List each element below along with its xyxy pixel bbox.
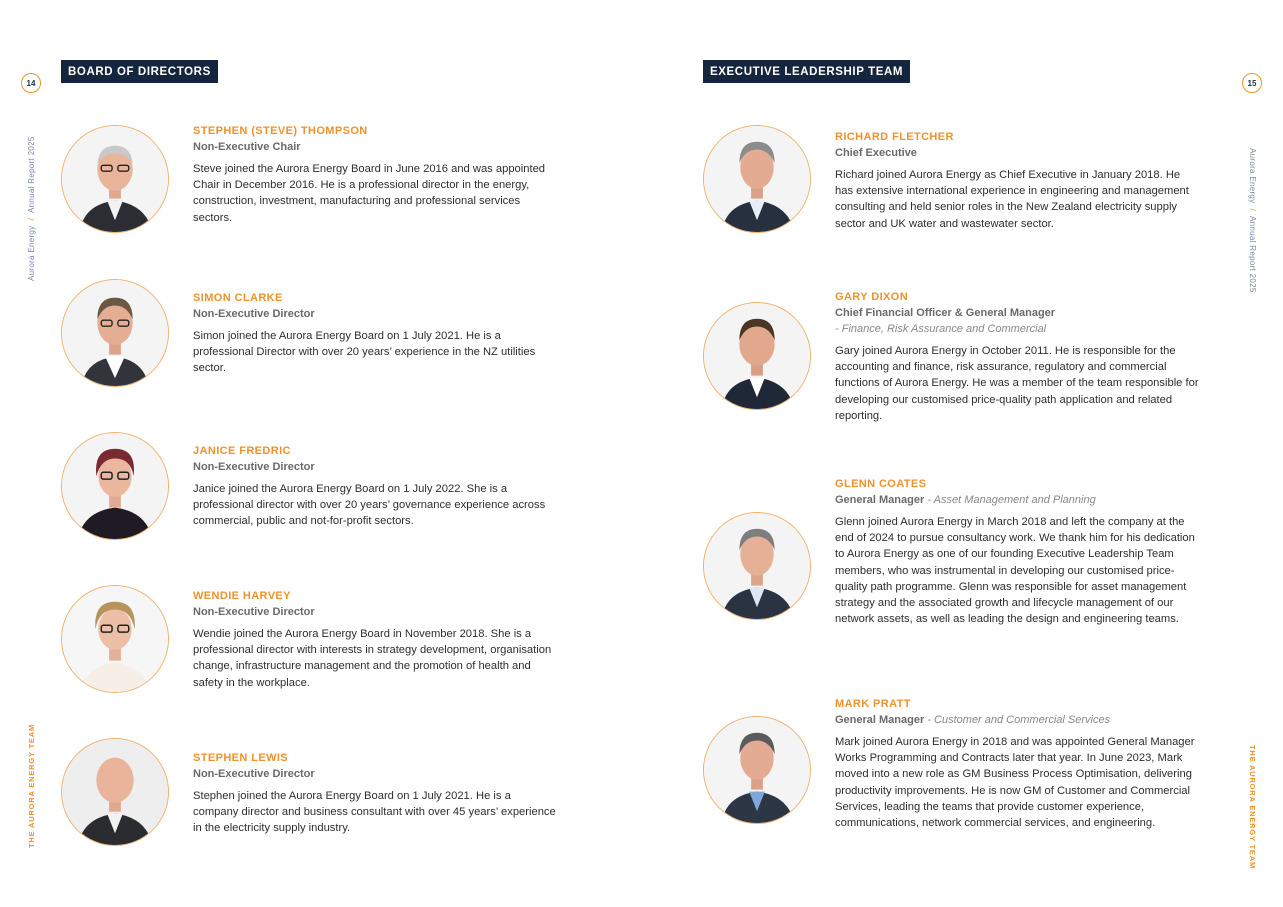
person-portrait-icon <box>62 433 168 539</box>
portrait-photo <box>703 125 811 233</box>
portrait-photo <box>61 738 169 846</box>
page-number: 14 <box>21 73 41 93</box>
person-role: Non-Executive Chair <box>193 141 301 153</box>
person-description: Janice joined the Aurora Energy Board on 1 July 2022. She is a professional director with over 20 years’ governance experience across commercial, public and not-for-profit sectors. <box>193 483 546 528</box>
side-label-brand: Aurora Energy <box>27 225 36 281</box>
section-title-executive: EXECUTIVE LEADERSHIP TEAM <box>703 60 910 83</box>
person-description: Glenn joined Aurora Energy in March 2018 and left the company at the end of 2024 to pursue consultancy work. We thank him for his dedication to Aurora Energy as one of our founding Executive Leadership Team members, who was instrumental in developing our customised price-quality path programme. Glenn was responsible for asset management strategy and the associated growth and lifecycle management of our network assets, as well as leading the design and engineering teams. <box>835 516 1195 626</box>
person-bio <box>193 290 558 377</box>
side-label-team: THE AURORA ENERGY TEAM <box>27 724 36 848</box>
person-bio <box>193 123 558 226</box>
side-label-separator: / <box>27 217 36 221</box>
person-bio <box>193 443 558 530</box>
person-description: Richard joined Aurora Energy as Chief Executive in January 2018. He has extensive international experience in engineering and management consulting and held senior roles in the New Zealand electricity supply sector and UK water and wastewater sector. <box>835 169 1189 230</box>
side-label-report-year: Annual Report 2025 <box>1248 216 1257 293</box>
person-bio <box>835 696 1200 831</box>
section-title-board: BOARD OF DIRECTORS <box>61 60 218 83</box>
person-role: Non-Executive Director <box>193 461 315 473</box>
person-role <box>835 492 1200 508</box>
side-label-report <box>27 136 36 281</box>
side-label-report <box>1248 148 1257 293</box>
person-bio <box>193 588 558 691</box>
person-bio <box>193 750 558 837</box>
person-role: Non-Executive Director <box>193 308 315 320</box>
person-name: RICHARD FLETCHER <box>835 131 954 143</box>
person-portrait-icon <box>704 303 810 409</box>
person-portrait-icon <box>62 280 168 386</box>
person-portrait-icon <box>704 126 810 232</box>
person-role-title: Chief Executive <box>835 147 917 159</box>
side-label-separator: / <box>1248 208 1257 212</box>
person-bio <box>835 129 1200 232</box>
person-role-title: Chief Financial Officer & General Manager <box>835 307 1056 319</box>
person-bio <box>835 476 1200 627</box>
person-name: MARK PRATT <box>835 698 911 710</box>
person-name: JANICE FREDRIC <box>193 445 291 457</box>
person-portrait-icon <box>62 126 168 232</box>
portrait-photo <box>703 302 811 410</box>
person-description: Wendie joined the Aurora Energy Board in November 2018. She is a professional director with interests in strategy development, organisation change, infrastructure management and the promotion of health and safety in the workplace. <box>193 628 552 689</box>
person-role-department: - Finance, Risk Assurance and Commercial <box>835 323 1047 335</box>
person-description: Mark joined Aurora Energy in 2018 and was appointed General Manager Works Programming and Contracts later that year. In June 2023, Mark moved into a new role as GM Business Process Optimisation, delivering productivity improvements. He is now GM of Customer and Commercial Services, leading the teams that provide customer experience, communications, network commercial services, and engineering. <box>835 736 1195 830</box>
person-role-title: General Manager <box>835 714 925 726</box>
person-description: Simon joined the Aurora Energy Board on 1 July 2021. He is a professional Director with over 20 years’ experience in the NZ utilities sector. <box>193 330 536 375</box>
person-name: GLENN COATES <box>835 478 927 490</box>
person-role: Non-Executive Director <box>193 768 315 780</box>
person-name: GARY DIXON <box>835 291 909 303</box>
portrait-photo <box>61 432 169 540</box>
person-role-department: - Customer and Commercial Services <box>924 714 1111 726</box>
person-role: Non-Executive Director <box>193 606 315 618</box>
portrait-photo <box>61 125 169 233</box>
person-name: STEPHEN LEWIS <box>193 752 289 764</box>
person-name: STEPHEN (STEVE) THOMPSON <box>193 125 368 137</box>
person-name: WENDIE HARVEY <box>193 590 291 602</box>
person-role <box>835 712 1200 728</box>
person-portrait-icon <box>62 586 168 692</box>
page-number: 15 <box>1242 73 1262 93</box>
person-role <box>835 305 1200 321</box>
person-role-department: - Asset Management and Planning <box>924 494 1096 506</box>
portrait-photo <box>703 512 811 620</box>
person-role <box>835 145 1200 161</box>
portrait-photo <box>703 716 811 824</box>
person-portrait-icon <box>704 717 810 823</box>
person-portrait-icon <box>704 513 810 619</box>
side-label-brand: Aurora Energy <box>1248 148 1257 204</box>
person-bio <box>835 289 1200 424</box>
portrait-photo <box>61 279 169 387</box>
portrait-photo <box>61 585 169 693</box>
person-role-title: General Manager <box>835 494 925 506</box>
side-label-team: THE AURORA ENERGY TEAM <box>1248 745 1257 869</box>
person-description: Steve joined the Aurora Energy Board in June 2016 and was appointed Chair in December 2016. He is a professional director in the energy, construction, investment, manufacturing and professional services sectors. <box>193 163 546 224</box>
person-description: Gary joined Aurora Energy in October 2011. He is responsible for the accounting and finance, risk assurance, regulatory and commercial functions of Aurora Energy. He was a member of the team responsible for developing our customised price-quality path application and related reporting. <box>835 345 1199 422</box>
person-portrait-icon <box>62 739 168 845</box>
side-label-report-year: Annual Report 2025 <box>27 136 36 213</box>
person-name: SIMON CLARKE <box>193 292 283 304</box>
person-description: Stephen joined the Aurora Energy Board on 1 July 2021. He is a company director and business consultant with over 45 years’ experience in the electricity supply industry. <box>193 790 556 835</box>
